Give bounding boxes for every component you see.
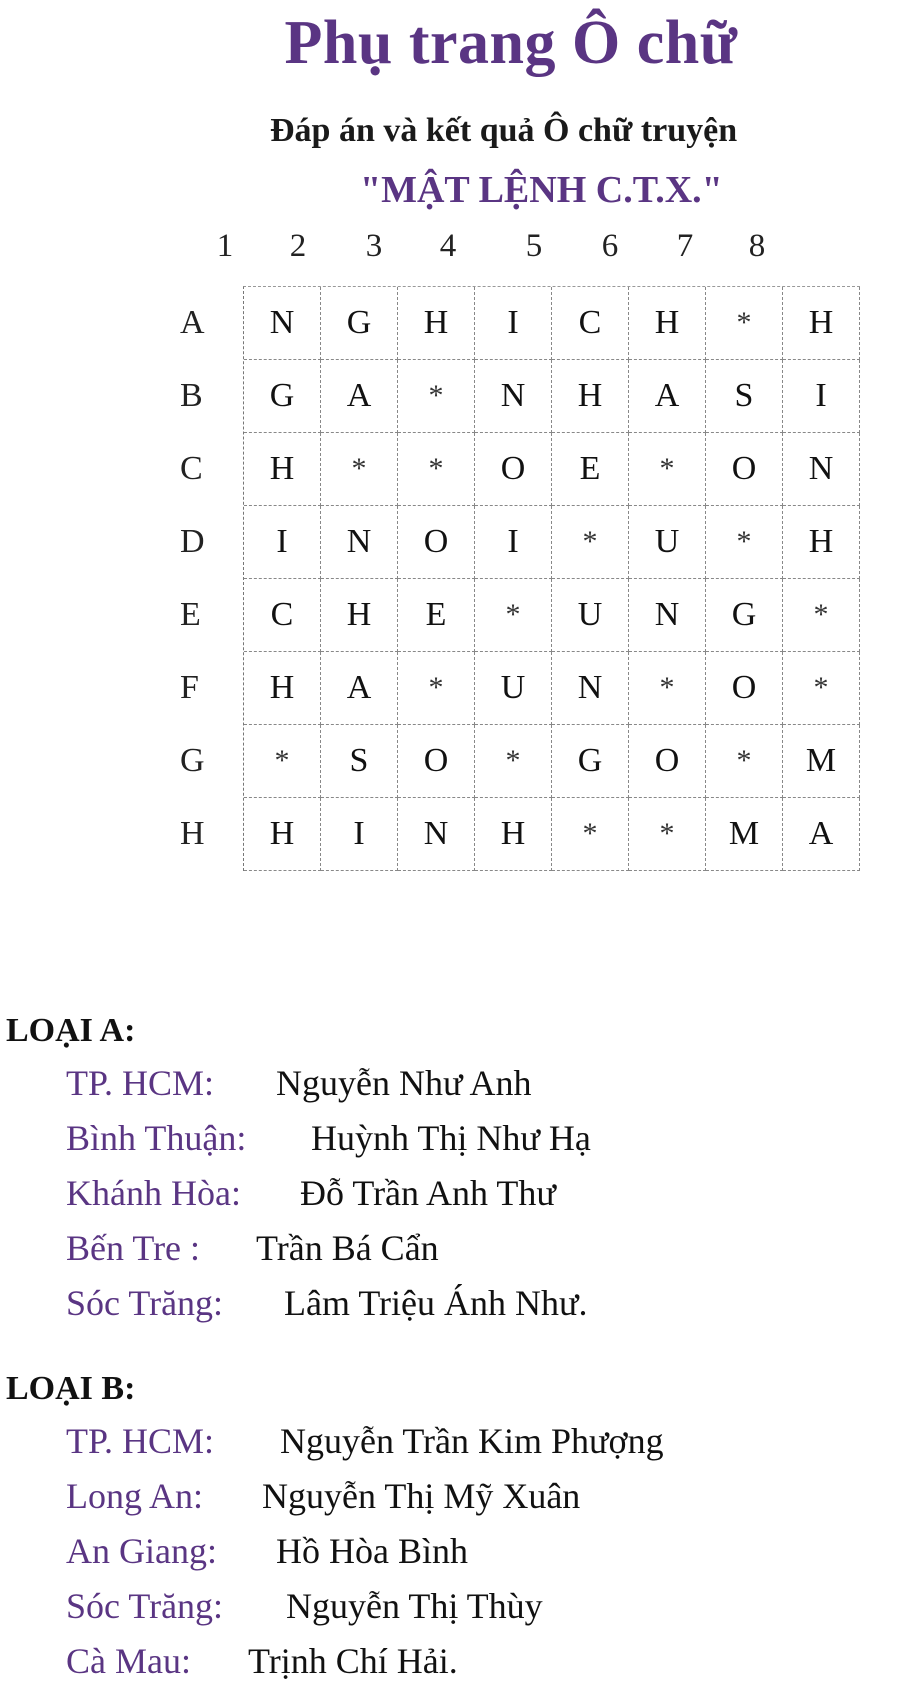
grid-cell: G: [552, 725, 629, 798]
winner-name: Hồ Hòa Bình: [276, 1531, 468, 1571]
grid-cell: *: [629, 798, 706, 871]
winner-location: TP. HCM:: [66, 1421, 215, 1461]
winner-entry: [66, 1640, 458, 1682]
winner-entry: [66, 1475, 581, 1517]
grid-cell: M: [783, 725, 860, 798]
grid-cell: S: [321, 725, 398, 798]
grid-cell: A: [783, 798, 860, 871]
grid-cell: G: [321, 287, 398, 360]
grid-cell: *: [398, 433, 475, 506]
grid-cell: H: [552, 360, 629, 433]
grid-cell: E: [398, 579, 475, 652]
grid-cell: O: [398, 725, 475, 798]
winner-name: Trịnh Chí Hải.: [248, 1641, 458, 1681]
grid-cell: H: [321, 579, 398, 652]
answer-subtitle: Đáp án và kết quả Ô chữ truyện: [270, 112, 738, 149]
grid-cell: H: [244, 433, 321, 506]
grid-cell: *: [783, 652, 860, 725]
winner-name: Trần Bá Cẩn: [256, 1228, 439, 1268]
grid-cell: U: [552, 579, 629, 652]
column-number: 4: [439, 228, 457, 264]
loai-a-heading: LOẠI A:: [6, 1012, 136, 1049]
grid-cell: A: [321, 360, 398, 433]
grid-cell: *: [552, 798, 629, 871]
winner-entry: [66, 1062, 532, 1104]
grid-cell: U: [475, 652, 552, 725]
grid-cell: O: [706, 652, 783, 725]
grid-cell: H: [475, 798, 552, 871]
winner-name: Nguyễn Thị Thùy: [286, 1586, 543, 1626]
grid-cell: O: [398, 506, 475, 579]
grid-cell: H: [244, 798, 321, 871]
row-letter: F: [180, 669, 199, 706]
row-letter: A: [180, 304, 205, 341]
grid-cell: N: [629, 579, 706, 652]
grid-cell: A: [321, 652, 398, 725]
winner-location: Khánh Hòa:: [66, 1173, 241, 1213]
winner-entry: [66, 1585, 543, 1627]
page-title: Phụ trang Ô chữ: [284, 9, 738, 77]
grid-cell: *: [552, 506, 629, 579]
winner-location: Bình Thuận:: [66, 1118, 247, 1158]
grid-cell: U: [629, 506, 706, 579]
winner-entry: [66, 1117, 591, 1159]
grid-cell: *: [629, 433, 706, 506]
grid-cell: *: [475, 725, 552, 798]
winner-location: Sóc Trăng:: [66, 1586, 224, 1626]
grid-cell: *: [398, 652, 475, 725]
row-letter: H: [180, 815, 205, 852]
grid-cell: I: [783, 360, 860, 433]
grid-cell: I: [475, 287, 552, 360]
grid-cell: *: [321, 433, 398, 506]
grid-cell: H: [244, 652, 321, 725]
winner-location: Long An:: [66, 1476, 204, 1516]
winner-name: Nguyễn Thị Mỹ Xuân: [262, 1476, 581, 1516]
grid-cell: G: [244, 360, 321, 433]
grid-cell: *: [706, 725, 783, 798]
grid-cell: *: [706, 287, 783, 360]
grid-cell: I: [475, 506, 552, 579]
grid-cell: E: [552, 433, 629, 506]
grid-cell: O: [629, 725, 706, 798]
story-title: "MẬT LỆNH C.T.X.": [360, 169, 723, 211]
winner-entry: [66, 1420, 664, 1462]
grid-cell: N: [244, 287, 321, 360]
winner-location: An Giang:: [66, 1531, 217, 1571]
crossword-grid: [243, 286, 860, 871]
grid-cell: *: [783, 579, 860, 652]
grid-cell: H: [783, 287, 860, 360]
winner-name: Nguyễn Như Anh: [276, 1063, 532, 1103]
grid-cell: O: [706, 433, 783, 506]
column-number: 7: [676, 228, 694, 264]
grid-cell: G: [706, 579, 783, 652]
column-number: 6: [601, 228, 619, 264]
column-number: 5: [525, 228, 543, 264]
winner-location: Sóc Trăng:: [66, 1283, 224, 1323]
winner-name: Huỳnh Thị Như Hạ: [311, 1118, 591, 1158]
grid-cell: *: [706, 506, 783, 579]
grid-cell: I: [321, 798, 398, 871]
column-number: 8: [748, 228, 766, 264]
winner-entry: [66, 1172, 556, 1214]
winner-location: Cà Mau:: [66, 1641, 191, 1681]
grid-cell: H: [398, 287, 475, 360]
winner-entry: [66, 1282, 588, 1324]
grid-cell: O: [475, 433, 552, 506]
grid-cell: *: [398, 360, 475, 433]
row-letter: B: [180, 377, 203, 414]
winner-location: TP. HCM:: [66, 1063, 215, 1103]
grid-cell: M: [706, 798, 783, 871]
winner-name: Nguyễn Trần Kim Phượng: [280, 1421, 664, 1461]
grid-cell: *: [475, 579, 552, 652]
grid-cell: A: [629, 360, 706, 433]
winner-entry: [66, 1227, 439, 1269]
column-number: 2: [289, 228, 307, 264]
grid-cell: N: [321, 506, 398, 579]
grid-cell: N: [552, 652, 629, 725]
winner-location: Bến Tre :: [66, 1228, 201, 1268]
grid-cell: H: [629, 287, 706, 360]
column-number: 1: [216, 228, 234, 264]
row-letter: D: [180, 523, 205, 560]
grid-cell: N: [475, 360, 552, 433]
loai-b-heading: LOẠI B:: [6, 1370, 136, 1407]
grid-cell: N: [398, 798, 475, 871]
row-letter: E: [180, 596, 201, 633]
grid-cell: *: [244, 725, 321, 798]
grid-cell: *: [629, 652, 706, 725]
grid-cell: I: [244, 506, 321, 579]
grid-cell: H: [783, 506, 860, 579]
grid-cell: S: [706, 360, 783, 433]
winner-entry: [66, 1530, 468, 1572]
row-letter: C: [180, 450, 203, 487]
grid-cell: C: [552, 287, 629, 360]
row-letter: G: [180, 742, 205, 779]
grid-cell: N: [783, 433, 860, 506]
column-number: 3: [365, 228, 383, 264]
grid-cell: C: [244, 579, 321, 652]
winner-name: Lâm Triệu Ánh Như.: [284, 1283, 588, 1323]
winner-name: Đỗ Trần Anh Thư: [300, 1173, 556, 1213]
